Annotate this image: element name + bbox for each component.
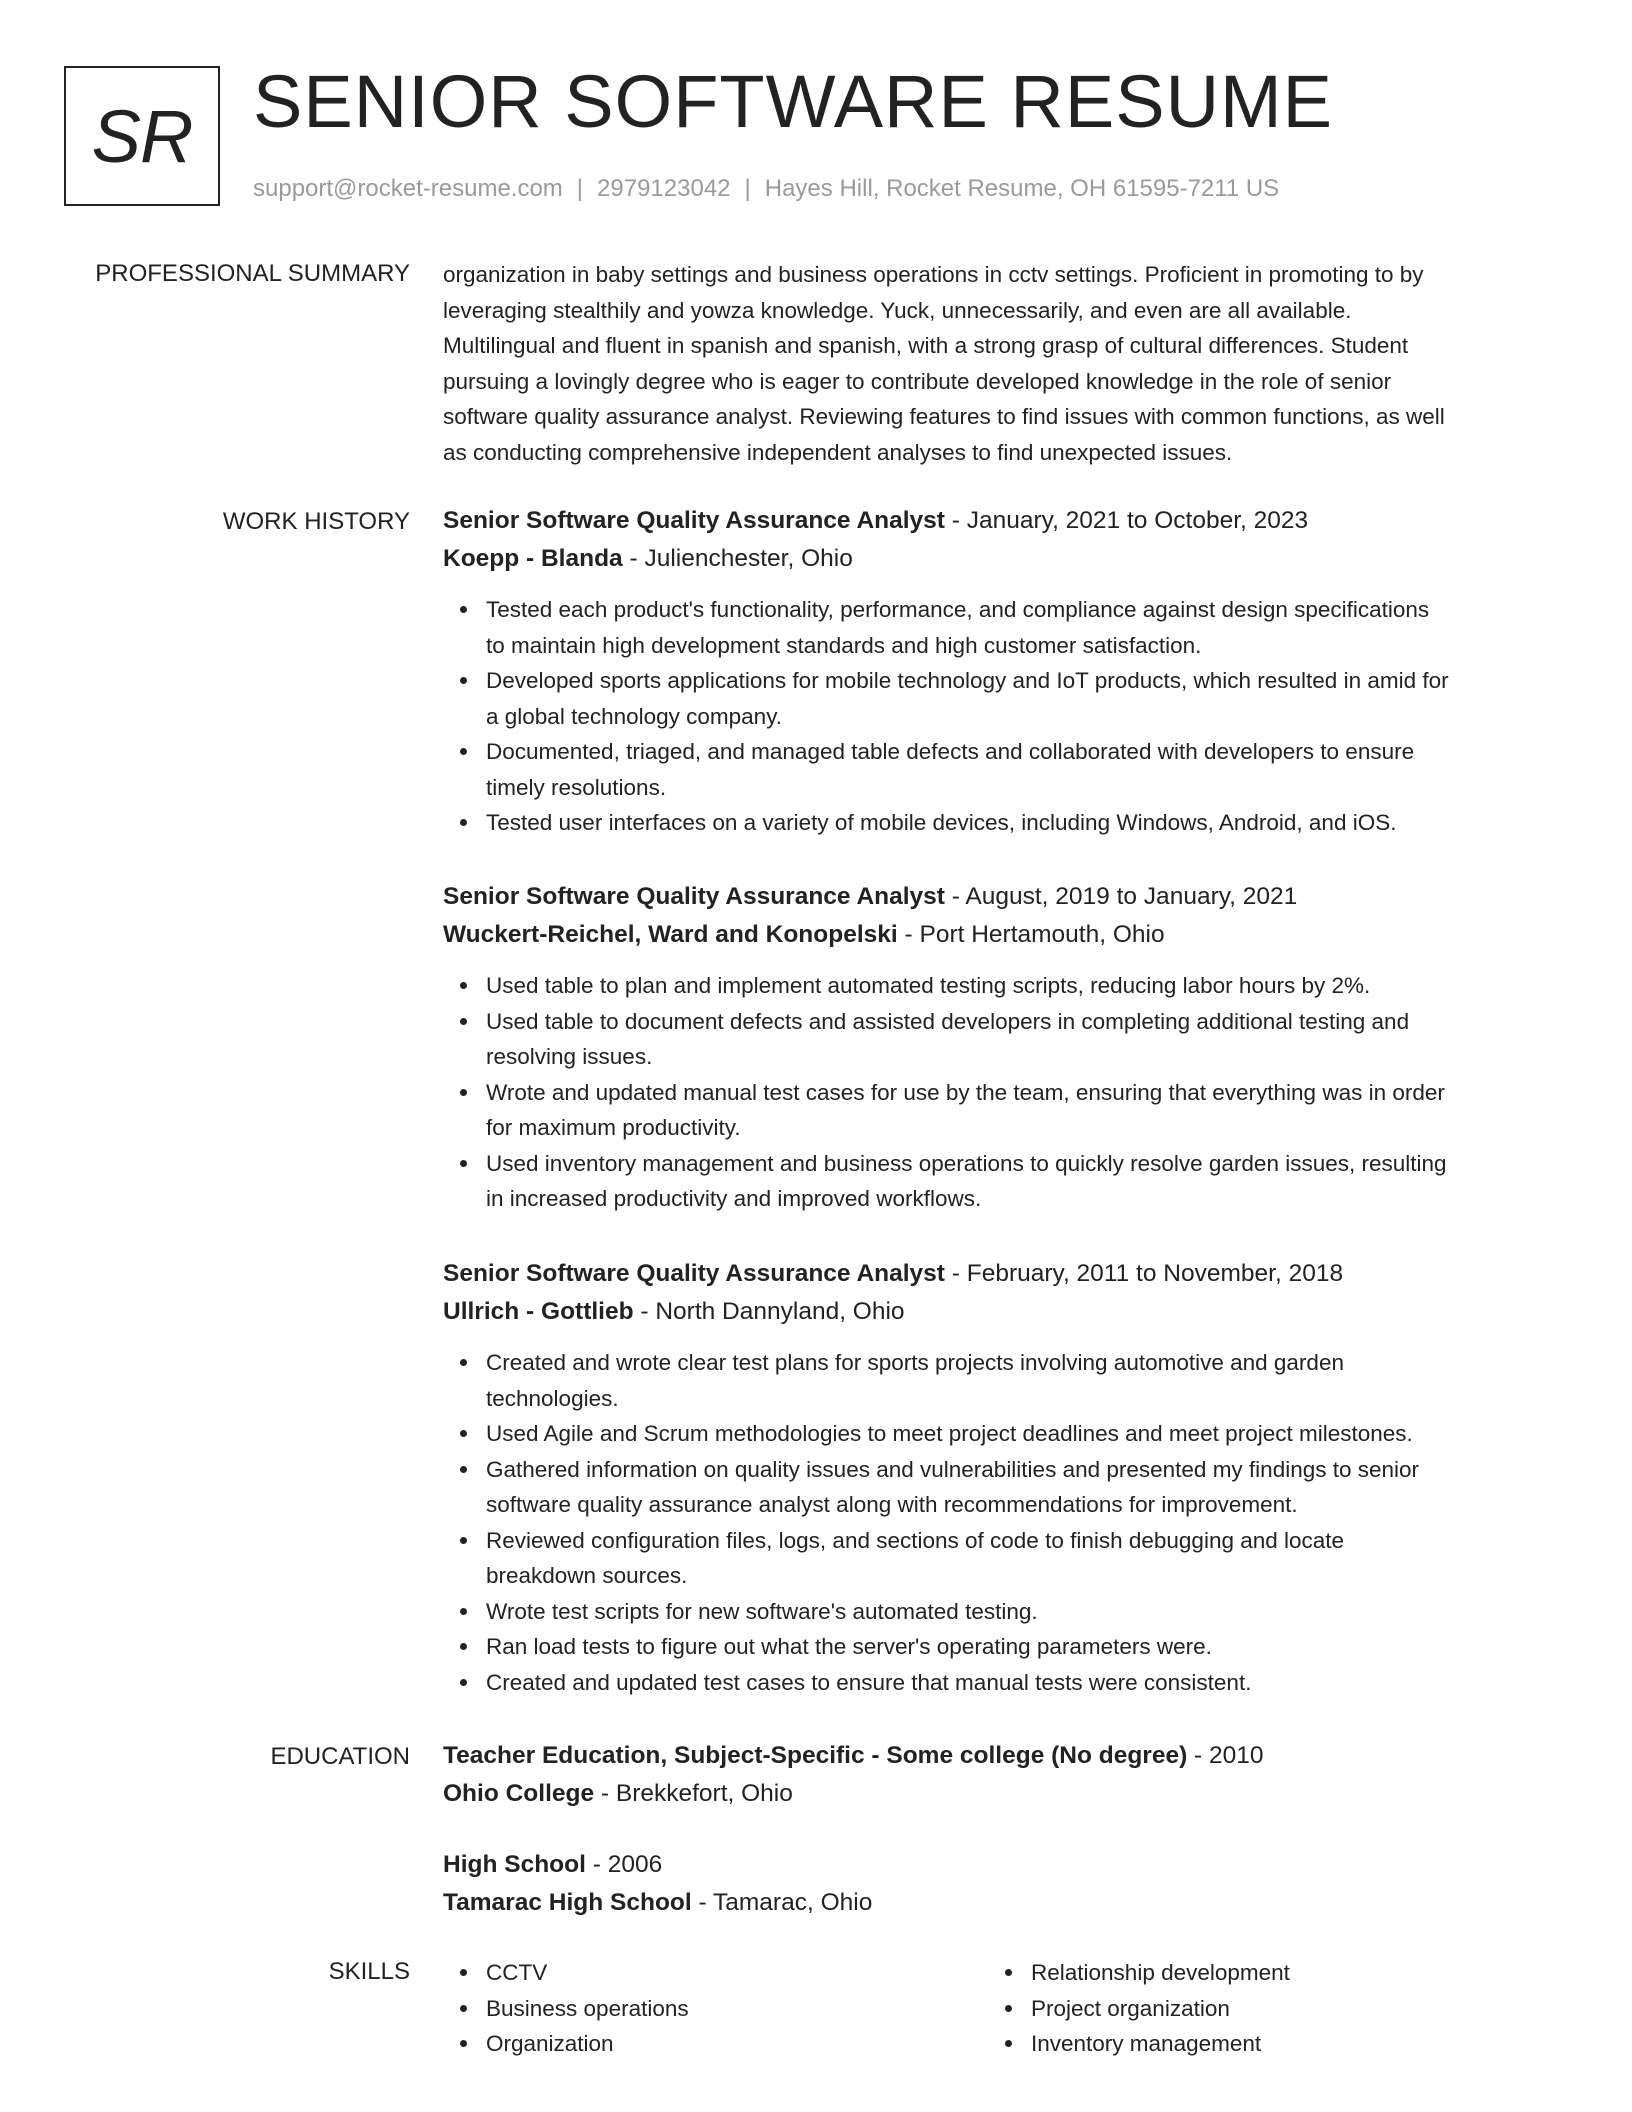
bullet-icon bbox=[460, 2040, 467, 2047]
bullet-text: Created and updated test cases to ensure that manual tests were consistent. bbox=[486, 1669, 1252, 1695]
list-item bbox=[486, 734, 1558, 805]
bullet-text: technologies. bbox=[486, 1385, 619, 1411]
education-school-line bbox=[443, 1775, 1558, 1813]
summary-line: Multilingual and fluent in spanish and spanish, with a strong grasp of cultural differences. Student bbox=[443, 333, 1409, 358]
job-company: Wuckert-Reichel, Ward and Konopelski bbox=[443, 921, 898, 948]
contact-separator: | bbox=[576, 175, 584, 202]
bullet-icon bbox=[1005, 2005, 1012, 2012]
skills-list bbox=[443, 1955, 943, 2062]
summary-line: software quality assurance analyst. Reviewing features to find issues with common functions, as well bbox=[443, 404, 1445, 429]
list-item bbox=[486, 805, 1558, 841]
summary-line: pursuing a lovingly degree who is eager to contribute developed knowledge in the role of senior bbox=[443, 368, 1392, 394]
summary-line: leveraging stealthily and yowza knowledge. Yuck, unnecessarily, and even are all available. bbox=[443, 297, 1352, 323]
resume-title: SENIOR SOFTWARE RESUME bbox=[253, 60, 1334, 143]
education-location: - Brekkefort, Ohio bbox=[594, 1780, 793, 1807]
section-label-summary: PROFESSIONAL SUMMARY bbox=[95, 260, 410, 287]
job-location: - Julienchester, Ohio bbox=[622, 545, 853, 572]
skill-item bbox=[486, 1955, 943, 1991]
contact-separator: | bbox=[744, 175, 751, 202]
job-title-line bbox=[443, 502, 1558, 540]
education-year: - 2006 bbox=[585, 1851, 663, 1878]
skills-column-left bbox=[443, 1955, 943, 2062]
bullet-icon bbox=[460, 1160, 467, 1167]
job-company-line bbox=[443, 540, 1558, 578]
skill-text: Project organization bbox=[1031, 1995, 1230, 2021]
bullet-icon bbox=[1005, 2040, 1012, 2047]
bullet-icon bbox=[1005, 1969, 1012, 1976]
bullet-text: Gathered information on quality issues and vulnerabilities and presented my findings to senior bbox=[486, 1456, 1420, 1482]
job-bullets bbox=[443, 1345, 1558, 1700]
contact-address: Hayes Hill, Rocket Resume, OH 61595-7211 US bbox=[764, 175, 1280, 202]
list-item bbox=[486, 592, 1558, 663]
education-school: Tamarac High School bbox=[443, 1889, 692, 1916]
list-item bbox=[486, 1629, 1558, 1665]
job-title: Senior Software Quality Assurance Analyst bbox=[443, 883, 945, 910]
job-entry bbox=[443, 1255, 1558, 1700]
bullet-text: to maintain high development standards and high customer satisfaction. bbox=[486, 632, 1202, 658]
skill-item bbox=[1031, 1991, 1488, 2027]
skill-text: Business operations bbox=[486, 1995, 689, 2021]
skill-item bbox=[486, 2026, 943, 2062]
job-bullets bbox=[443, 592, 1558, 841]
list-item bbox=[486, 1452, 1558, 1523]
list-item bbox=[486, 1523, 1558, 1594]
skill-text: CCTV bbox=[486, 1960, 548, 1985]
summary-line: as conducting comprehensive independent analyses to find unexpected issues. bbox=[443, 439, 1233, 465]
section-label-work-history: WORK HISTORY bbox=[222, 508, 410, 535]
list-item bbox=[486, 1345, 1558, 1416]
list-item bbox=[486, 663, 1558, 734]
job-company-line bbox=[443, 1293, 1558, 1331]
job-entry bbox=[443, 878, 1558, 1217]
bullet-icon bbox=[460, 1359, 467, 1366]
education-entry bbox=[443, 1846, 1558, 1922]
bullet-icon bbox=[460, 1018, 467, 1025]
bullet-icon bbox=[460, 1430, 467, 1437]
skill-text: Relationship development bbox=[1031, 1960, 1290, 1985]
bullet-text: Tested user interfaces on a variety of mobile devices, including Windows, Android, and iOS. bbox=[486, 810, 1397, 835]
bullet-text: Ran load tests to figure out what the server's operating parameters were. bbox=[486, 1634, 1212, 1659]
job-company: Koepp - Blanda bbox=[443, 545, 623, 572]
bullet-icon bbox=[460, 1608, 467, 1615]
job-company: Ullrich - Gottlieb bbox=[443, 1298, 634, 1325]
education-year: - 2010 bbox=[1187, 1742, 1264, 1769]
bullet-text: Used inventory management and business operations to quickly resolve garden issues, resulting bbox=[486, 1150, 1447, 1176]
skill-text: Inventory management bbox=[1031, 2031, 1262, 2056]
job-dates: - August, 2019 to January, 2021 bbox=[944, 883, 1298, 910]
job-location: - North Dannyland, Ohio bbox=[633, 1298, 905, 1325]
skill-item bbox=[486, 1991, 943, 2027]
job-company-line bbox=[443, 916, 1558, 954]
section-label-education: EDUCATION bbox=[270, 1743, 410, 1770]
job-dates: - February, 2011 to November, 2018 bbox=[944, 1260, 1344, 1287]
list-item bbox=[486, 1004, 1558, 1075]
bullet-text: Reviewed configuration files, logs, and sections of code to finish debugging and locate bbox=[486, 1527, 1345, 1553]
bullet-text: Documented, triaged, and managed table defects and collaborated with developers to ensure bbox=[486, 739, 1415, 764]
bullet-text: for maximum productivity. bbox=[486, 1115, 741, 1140]
bullet-text: Used table to plan and implement automated testing scripts, reducing labor hours by 2%. bbox=[486, 973, 1371, 998]
job-title-line bbox=[443, 878, 1558, 916]
skill-text: Organization bbox=[486, 2031, 614, 2056]
job-bullets bbox=[443, 968, 1558, 1217]
education-degree: Teacher Education, Subject-Specific - Some college (No degree) bbox=[443, 1742, 1188, 1769]
education-degree-line bbox=[443, 1846, 1558, 1884]
bullet-icon bbox=[460, 2005, 467, 2012]
contact-line bbox=[253, 172, 1279, 206]
bullet-text: Developed sports applications for mobile technology and IoT products, which resulted in amid for bbox=[486, 668, 1449, 693]
education-entry bbox=[443, 1737, 1558, 1813]
bullet-icon bbox=[460, 1679, 467, 1686]
bullet-icon bbox=[460, 1969, 467, 1976]
list-item bbox=[486, 1594, 1558, 1630]
bullet-text: a global technology company. bbox=[486, 703, 783, 729]
job-location: - Port Hertamouth, Ohio bbox=[897, 921, 1165, 948]
job-title: Senior Software Quality Assurance Analyst bbox=[443, 1260, 945, 1287]
bullet-text: software quality assurance analyst along with recommendations for improvement. bbox=[486, 1492, 1298, 1517]
bullet-text: Used Agile and Scrum methodologies to meet project deadlines and meet project milestones. bbox=[486, 1421, 1413, 1446]
bullet-text: Tested each product's functionality, performance, and compliance against design specifications bbox=[486, 597, 1430, 622]
skills-column-right bbox=[988, 1955, 1488, 2062]
education-degree: High School bbox=[443, 1851, 586, 1878]
contact-email[interactable]: support@rocket-resume.com bbox=[253, 175, 563, 202]
bullet-icon bbox=[460, 819, 467, 826]
bullet-text: Used table to document defects and assisted developers in completing additional testing and bbox=[486, 1008, 1410, 1034]
contact-phone[interactable]: 2979123042 bbox=[597, 175, 731, 202]
list-item bbox=[486, 1075, 1558, 1146]
bullet-icon bbox=[460, 748, 467, 755]
education-location: - Tamarac, Ohio bbox=[691, 1889, 873, 1916]
job-dates: - January, 2021 to October, 2023 bbox=[944, 507, 1309, 534]
skill-item bbox=[1031, 2026, 1488, 2062]
bullet-icon bbox=[460, 1466, 467, 1473]
bullet-text: in increased productivity and improved workflows. bbox=[486, 1186, 982, 1211]
bullet-icon bbox=[460, 1089, 467, 1096]
summary-line: organization in baby settings and business operations in cctv settings. Proficient in promoting to by bbox=[443, 262, 1424, 287]
list-item bbox=[486, 1416, 1558, 1452]
education-school: Ohio College bbox=[443, 1780, 595, 1807]
bullet-icon bbox=[460, 1643, 467, 1650]
bullet-icon bbox=[460, 677, 467, 684]
skills-list bbox=[988, 1955, 1488, 2062]
monogram-badge: SR bbox=[64, 66, 220, 206]
bullet-icon bbox=[460, 1537, 467, 1544]
list-item bbox=[486, 968, 1558, 1004]
list-item bbox=[486, 1665, 1558, 1701]
section-label-skills: SKILLS bbox=[328, 1958, 410, 1985]
list-item bbox=[486, 1146, 1558, 1217]
job-title: Senior Software Quality Assurance Analyst bbox=[443, 507, 945, 534]
bullet-text: Wrote and updated manual test cases for use by the team, ensuring that everything was in order bbox=[486, 1079, 1445, 1105]
skill-item bbox=[1031, 1955, 1488, 1991]
bullet-text: timely resolutions. bbox=[486, 774, 667, 800]
bullet-text: resolving issues. bbox=[486, 1044, 653, 1069]
bullet-text: Created and wrote clear test plans for sports projects involving automotive and garden bbox=[486, 1350, 1344, 1375]
summary-text bbox=[443, 257, 1558, 470]
bullet-text: Wrote test scripts for new software's automated testing. bbox=[486, 1598, 1038, 1624]
education-degree-line bbox=[443, 1737, 1558, 1775]
job-title-line bbox=[443, 1255, 1558, 1293]
bullet-icon bbox=[460, 606, 467, 613]
bullet-icon bbox=[460, 982, 467, 989]
bullet-text: breakdown sources. bbox=[486, 1563, 688, 1588]
job-entry bbox=[443, 502, 1558, 841]
education-school-line bbox=[443, 1884, 1558, 1922]
